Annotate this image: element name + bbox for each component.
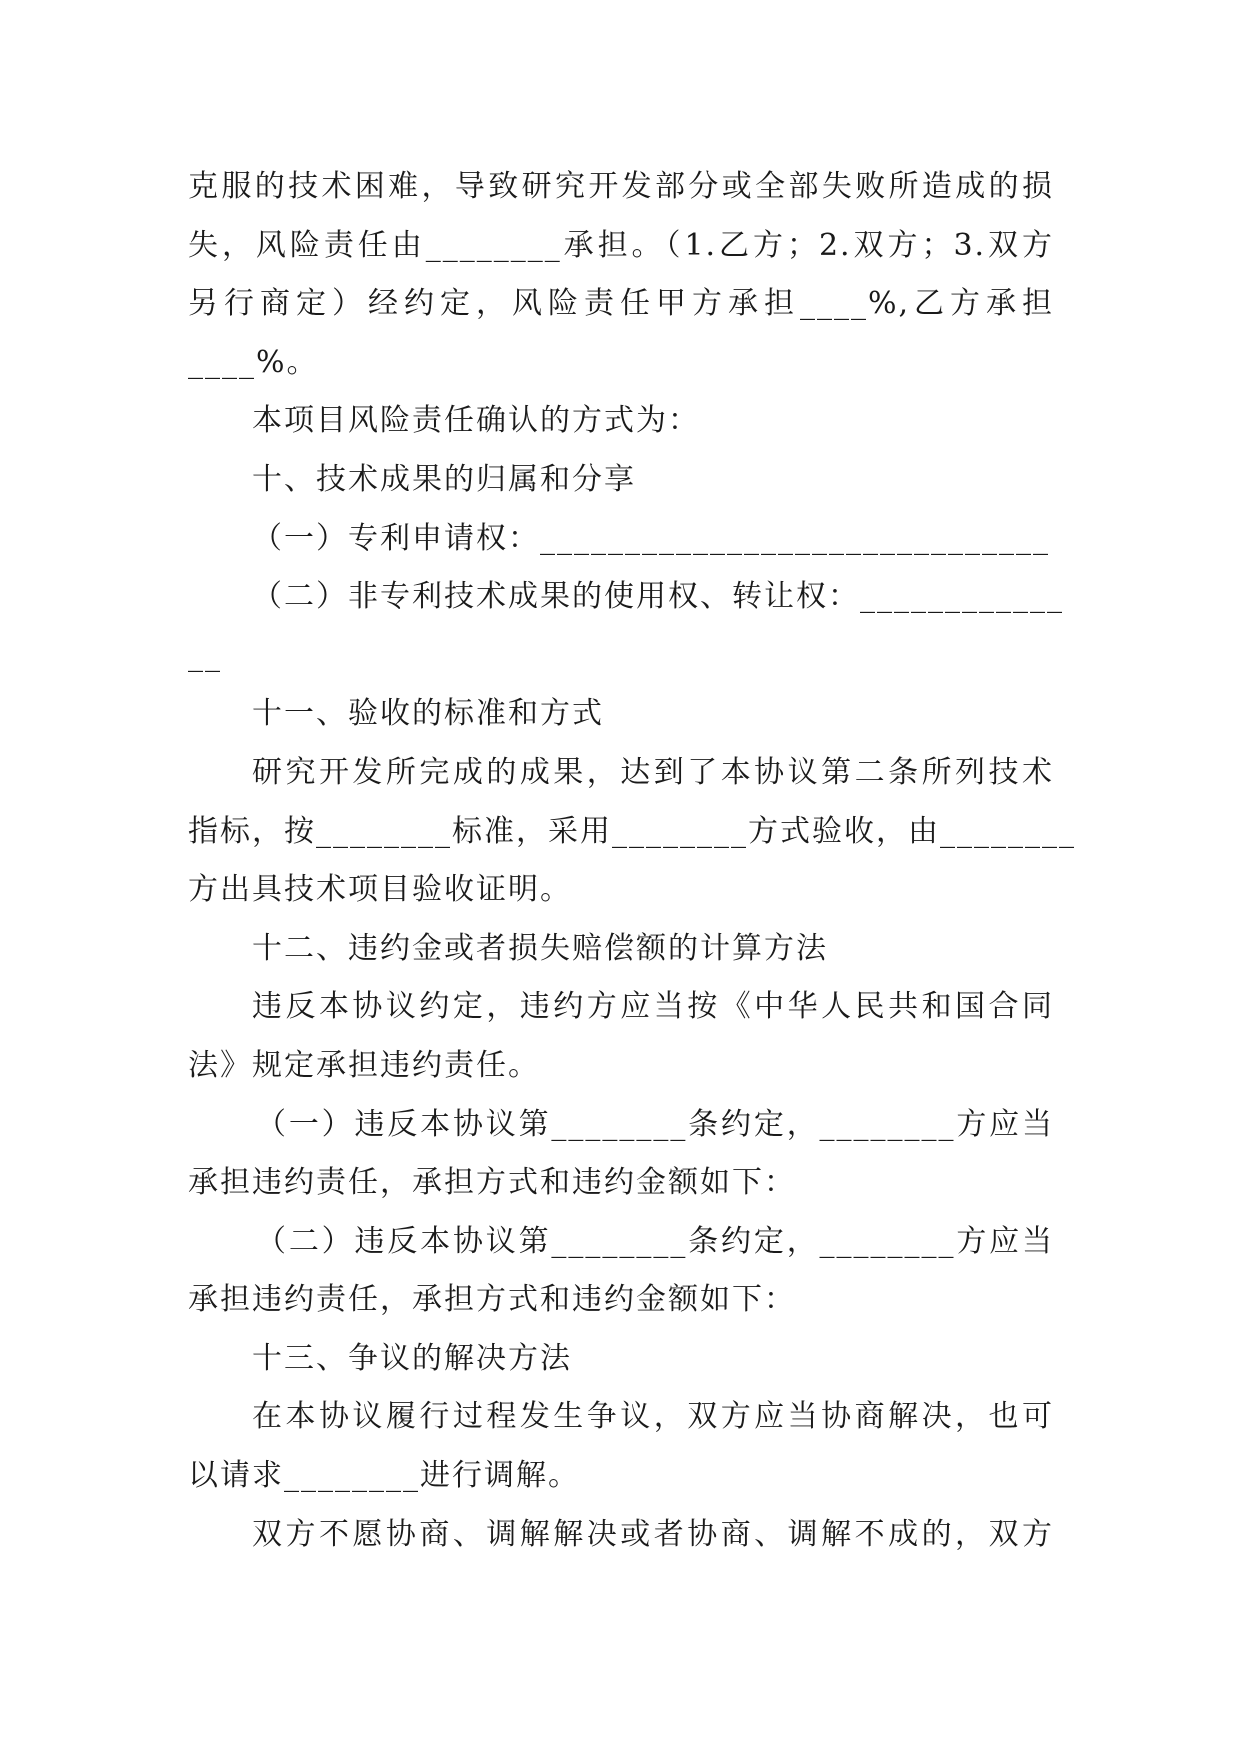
- paragraph-line: 失，风险责任由________承担。（1.乙方；2.双方；3.双方: [188, 227, 1054, 263]
- paragraph-line: 另行商定）经约定，风险责任甲方承担____%,乙方承担: [188, 286, 1054, 322]
- clause-line: （一）专利申请权：______________________________: [252, 520, 1050, 556]
- document-body: [188, 158, 1076, 1564]
- clause-line: （二）违反本协议第________条约定，________方应当: [256, 1223, 1054, 1259]
- paragraph-line: 克服的技术困难，导致研究开发部分或全部失败所造成的损: [188, 169, 1054, 204]
- clause-line: __: [188, 637, 222, 673]
- clause-line: 承担违约责任，承担方式和违约金额如下：: [188, 1282, 796, 1318]
- paragraph-line: ____%。: [188, 344, 319, 380]
- paragraph-line: 指标，按________标准，采用________方式验收，由________: [188, 813, 1076, 849]
- paragraph-line: 本项目风险责任确认的方式为：: [252, 403, 700, 439]
- section-heading: 十二、违约金或者损失赔偿额的计算方法: [252, 930, 828, 966]
- paragraph-line: 研究开发所完成的成果，达到了本协议第二条所列技术: [252, 754, 1054, 790]
- section-heading: 十一、验收的标准和方式: [252, 696, 604, 732]
- clause-line: 承担违约责任，承担方式和违约金额如下：: [188, 1165, 796, 1201]
- section-heading: 十三、争议的解决方法: [252, 1340, 572, 1376]
- section-heading: 十、技术成果的归属和分享: [252, 461, 636, 497]
- paragraph-line: 在本协议履行过程发生争议，双方应当协商解决，也可: [252, 1399, 1054, 1435]
- paragraph-line: 法》规定承担违约责任。: [188, 1047, 540, 1083]
- paragraph-line: 方出具技术项目验收证明。: [188, 872, 572, 908]
- clause-line: （一）违反本协议第________条约定，________方应当: [256, 1106, 1054, 1142]
- clause-line: （二）非专利技术成果的使用权、转让权：____________: [252, 579, 1064, 615]
- paragraph-line: 违反本协议约定，违约方应当按《中华人民共和国合同: [252, 989, 1054, 1025]
- paragraph-line: 双方不愿协商、调解解决或者协商、调解不成的，双方: [252, 1516, 1054, 1552]
- paragraph-line: 以请求________进行调解。: [188, 1458, 580, 1494]
